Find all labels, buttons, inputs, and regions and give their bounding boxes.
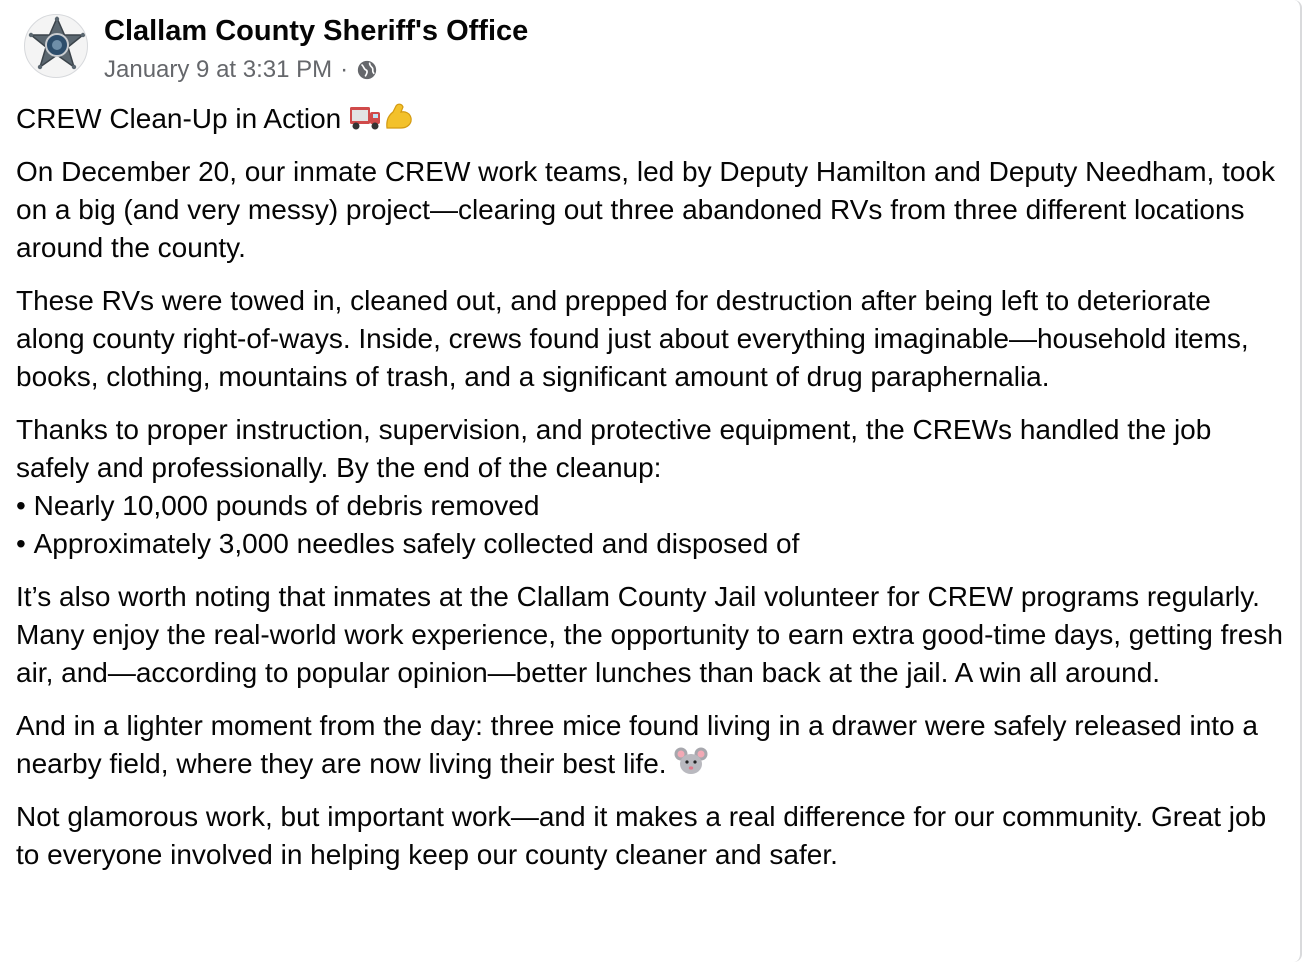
paragraph-1: On December 20, our inmate CREW work teams, led by Deputy Hamilton and Deputy Needham, took on a big (and very messy) project—clearing out three abandoned RVs from three different locations around the county. xyxy=(16,156,1276,263)
flexed-biceps-emoji xyxy=(383,102,415,132)
paragraph-5 xyxy=(16,707,1286,783)
page-name[interactable]: Clallam County Sheriff's Office xyxy=(104,15,529,47)
post-meta xyxy=(104,55,378,85)
bullet-item-2: • Approximately 3,000 needles safely collected and disposed of xyxy=(16,525,1286,563)
avatar[interactable] xyxy=(24,14,88,78)
globe-icon[interactable] xyxy=(356,59,378,81)
paragraph-4: It’s also worth noting that inmates at the Clallam County Jail volunteer for CREW programs regularly. Many enjoy the real-world work experience, the opportunity to earn extra good-time days, getting fresh air, and—according to popular opinion—better lunches than back at the jail. A win all around. xyxy=(16,581,1283,688)
mouse-face-emoji xyxy=(674,745,708,777)
post-timestamp[interactable]: January 9 at 3:31 PM xyxy=(104,56,333,83)
post-title-text: CREW Clean-Up in Action xyxy=(16,103,342,134)
paragraph-6: Not glamorous work, but important work—and it makes a real difference for our community. Great job to everyone involved in helping keep our county cleaner and safer. xyxy=(16,801,1267,870)
post-header xyxy=(24,14,1224,83)
sheriff-badge-icon xyxy=(25,15,88,78)
post-body xyxy=(16,100,1286,889)
paragraph-2: These RVs were towed in, cleaned out, and prepped for destruction after being left to deteriorate along county right-of-ways. Inside, crews found just about everything imaginable—household items, books, clothing, mountains of trash, and a significant amount of drug paraphernalia. xyxy=(16,285,1249,392)
paragraph-5-text: And in a lighter moment from the day: three mice found living in a drawer were safely released into a nearby field, where they are now living their best life. xyxy=(16,710,1258,779)
paragraph-3 xyxy=(16,411,1286,563)
card-right-edge xyxy=(1294,0,1302,962)
truck-emoji xyxy=(349,104,383,132)
bullet-item-1: • Nearly 10,000 pounds of debris removed xyxy=(16,487,1286,525)
paragraph-3-text: Thanks to proper instruction, supervision, and protective equipment, the CREWs handled the job safely and professionally. By the end of the cleanup: xyxy=(16,414,1212,483)
post-title xyxy=(16,100,1286,138)
meta-separator: · xyxy=(340,56,349,83)
